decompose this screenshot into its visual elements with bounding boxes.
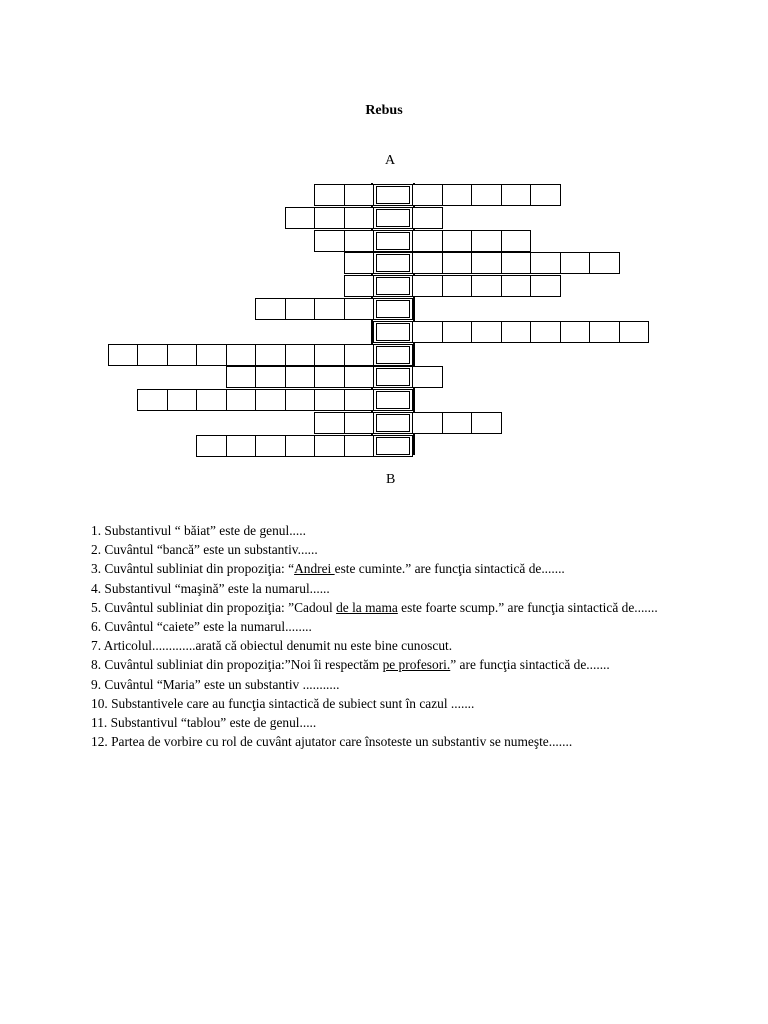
crossword-key-cell[interactable] bbox=[373, 275, 413, 297]
crossword-cell[interactable] bbox=[314, 207, 345, 229]
crossword-cell[interactable] bbox=[344, 252, 375, 274]
clue-item: 2. Cuvântul “bancă” este un substantiv...... bbox=[91, 542, 318, 558]
crossword-cell[interactable] bbox=[501, 275, 532, 297]
crossword-cell[interactable] bbox=[560, 252, 591, 274]
crossword-cell[interactable] bbox=[344, 412, 375, 434]
crossword-cell[interactable] bbox=[285, 344, 316, 366]
underlined-word: pe profesori. bbox=[382, 657, 451, 673]
crossword-cell[interactable] bbox=[530, 321, 561, 343]
crossword-cell[interactable] bbox=[314, 298, 345, 320]
crossword-cell[interactable] bbox=[314, 412, 345, 434]
crossword-cell[interactable] bbox=[314, 366, 345, 388]
crossword-cell[interactable] bbox=[412, 252, 443, 274]
column-label-bottom: B bbox=[386, 472, 396, 487]
crossword-cell[interactable] bbox=[442, 321, 473, 343]
crossword-cell[interactable] bbox=[226, 344, 257, 366]
crossword-cell[interactable] bbox=[314, 344, 345, 366]
crossword-cell[interactable] bbox=[344, 435, 375, 457]
clue-text: este cuminte.” are funcţia sintactică de....... bbox=[334, 561, 565, 577]
clue-item: 4. Substantivul “maşină” este la numarul...... bbox=[91, 580, 330, 596]
crossword-cell[interactable] bbox=[412, 184, 443, 206]
clue-item: 6. Cuvântul “caiete” este la numarul........ bbox=[91, 619, 312, 635]
crossword-cell[interactable] bbox=[314, 184, 345, 206]
crossword-cell[interactable] bbox=[471, 252, 502, 274]
crossword-cell[interactable] bbox=[501, 230, 532, 252]
crossword-cell[interactable] bbox=[501, 321, 532, 343]
crossword-cell[interactable] bbox=[442, 230, 473, 252]
crossword-cell[interactable] bbox=[589, 321, 620, 343]
clue-text: 3. Cuvântul subliniat din propoziţia: “ bbox=[91, 561, 295, 577]
clue-item: 1. Substantivul “ băiat” este de genul..... bbox=[91, 523, 306, 538]
crossword-cell[interactable] bbox=[255, 298, 286, 320]
crossword-cell[interactable] bbox=[167, 344, 198, 366]
crossword-cell[interactable] bbox=[501, 252, 532, 274]
crossword-cell[interactable] bbox=[314, 230, 345, 252]
crossword-cell[interactable] bbox=[137, 389, 168, 411]
crossword-cell[interactable] bbox=[412, 207, 443, 229]
crossword-cell[interactable] bbox=[285, 435, 316, 457]
crossword-key-cell[interactable] bbox=[373, 184, 413, 206]
crossword-grid bbox=[0, 0, 768, 470]
clue-item bbox=[91, 598, 677, 617]
crossword-cell[interactable] bbox=[471, 184, 502, 206]
crossword-cell[interactable] bbox=[412, 275, 443, 297]
crossword-key-cell[interactable] bbox=[373, 298, 413, 320]
crossword-cell[interactable] bbox=[167, 389, 198, 411]
clue-item: 10. Substantivele care au funcţia sintactică de subiect sunt în cazul ....... bbox=[91, 695, 475, 711]
column-label-top: A bbox=[385, 153, 396, 168]
crossword-cell[interactable] bbox=[285, 207, 316, 229]
crossword-cell[interactable] bbox=[412, 321, 443, 343]
clue-item: 7. Articolul.............arată că obiectul denumit nu este bine cunoscut. bbox=[91, 638, 453, 654]
clue-text: 5. Cuvântul subliniat din propoziţia: ”Cadoul bbox=[91, 599, 337, 615]
crossword-key-cell[interactable] bbox=[373, 344, 413, 366]
crossword-cell[interactable] bbox=[530, 184, 561, 206]
crossword-cell[interactable] bbox=[344, 230, 375, 252]
crossword-cell[interactable] bbox=[255, 344, 286, 366]
crossword-cell[interactable] bbox=[442, 412, 473, 434]
clue-text: este foarte scump.” are funcţia sintactică de....... bbox=[397, 599, 658, 615]
page-title: Rebus bbox=[365, 103, 403, 118]
clue-item: 9. Cuvântul “Maria” este un substantiv ........... bbox=[91, 676, 340, 692]
crossword-cell[interactable] bbox=[196, 389, 227, 411]
crossword-cell[interactable] bbox=[560, 321, 591, 343]
crossword-cell[interactable] bbox=[314, 435, 345, 457]
crossword-cell[interactable] bbox=[412, 412, 443, 434]
crossword-cell[interactable] bbox=[412, 230, 443, 252]
crossword-cell[interactable] bbox=[344, 366, 375, 388]
crossword-cell[interactable] bbox=[412, 366, 443, 388]
crossword-cell[interactable] bbox=[226, 389, 257, 411]
crossword-cell[interactable] bbox=[530, 275, 561, 297]
crossword-cell[interactable] bbox=[314, 389, 345, 411]
crossword-cell[interactable] bbox=[285, 389, 316, 411]
crossword-cell[interactable] bbox=[471, 275, 502, 297]
crossword-cell[interactable] bbox=[344, 389, 375, 411]
crossword-cell[interactable] bbox=[442, 184, 473, 206]
crossword-cell[interactable] bbox=[344, 184, 375, 206]
crossword-cell[interactable] bbox=[108, 344, 139, 366]
crossword-key-cell[interactable] bbox=[373, 412, 413, 434]
crossword-cell[interactable] bbox=[196, 344, 227, 366]
crossword-cell[interactable] bbox=[137, 344, 168, 366]
crossword-cell[interactable] bbox=[226, 366, 257, 388]
clue-text: ” are funcţia sintactică de....... bbox=[450, 657, 610, 673]
crossword-cell[interactable] bbox=[196, 435, 227, 457]
crossword-key-cell[interactable] bbox=[373, 389, 413, 411]
crossword-cell[interactable] bbox=[344, 298, 375, 320]
clue-item: 12. Partea de vorbire cu rol de cuvânt ajutator care însoteste un substantiv se numeşte....... bbox=[91, 734, 573, 750]
crossword-cell[interactable] bbox=[442, 275, 473, 297]
crossword-cell[interactable] bbox=[255, 435, 286, 457]
crossword-cell[interactable] bbox=[471, 230, 502, 252]
crossword-cell[interactable] bbox=[501, 184, 532, 206]
clue-text: 8. Cuvântul subliniat din propoziţia:”Noi îi respectăm bbox=[91, 657, 383, 673]
crossword-cell[interactable] bbox=[589, 252, 620, 274]
crossword-key-cell[interactable] bbox=[373, 252, 413, 274]
crossword-key-cell[interactable] bbox=[373, 435, 413, 457]
crossword-key-cell[interactable] bbox=[373, 321, 413, 343]
crossword-cell[interactable] bbox=[344, 344, 375, 366]
crossword-cell[interactable] bbox=[442, 252, 473, 274]
crossword-cell[interactable] bbox=[471, 412, 502, 434]
crossword-cell[interactable] bbox=[471, 321, 502, 343]
crossword-cell[interactable] bbox=[530, 252, 561, 274]
crossword-key-cell[interactable] bbox=[373, 207, 413, 229]
crossword-cell[interactable] bbox=[285, 366, 316, 388]
crossword-key-cell[interactable] bbox=[373, 366, 413, 388]
crossword-cell[interactable] bbox=[285, 298, 316, 320]
crossword-cell[interactable] bbox=[619, 321, 650, 343]
clue-item bbox=[91, 559, 677, 578]
clue-item: 11. Substantivul “tablou” este de genul..... bbox=[91, 715, 317, 731]
crossword-cell[interactable] bbox=[344, 207, 375, 229]
crossword-cell[interactable] bbox=[344, 275, 375, 297]
clue-list bbox=[91, 521, 677, 751]
crossword-cell[interactable] bbox=[255, 389, 286, 411]
clue-item bbox=[91, 655, 677, 674]
crossword-cell[interactable] bbox=[226, 435, 257, 457]
crossword-cell[interactable] bbox=[255, 366, 286, 388]
underlined-word: Andrei bbox=[294, 561, 335, 577]
underlined-word: de la mama bbox=[336, 599, 398, 615]
crossword-key-cell[interactable] bbox=[373, 230, 413, 252]
